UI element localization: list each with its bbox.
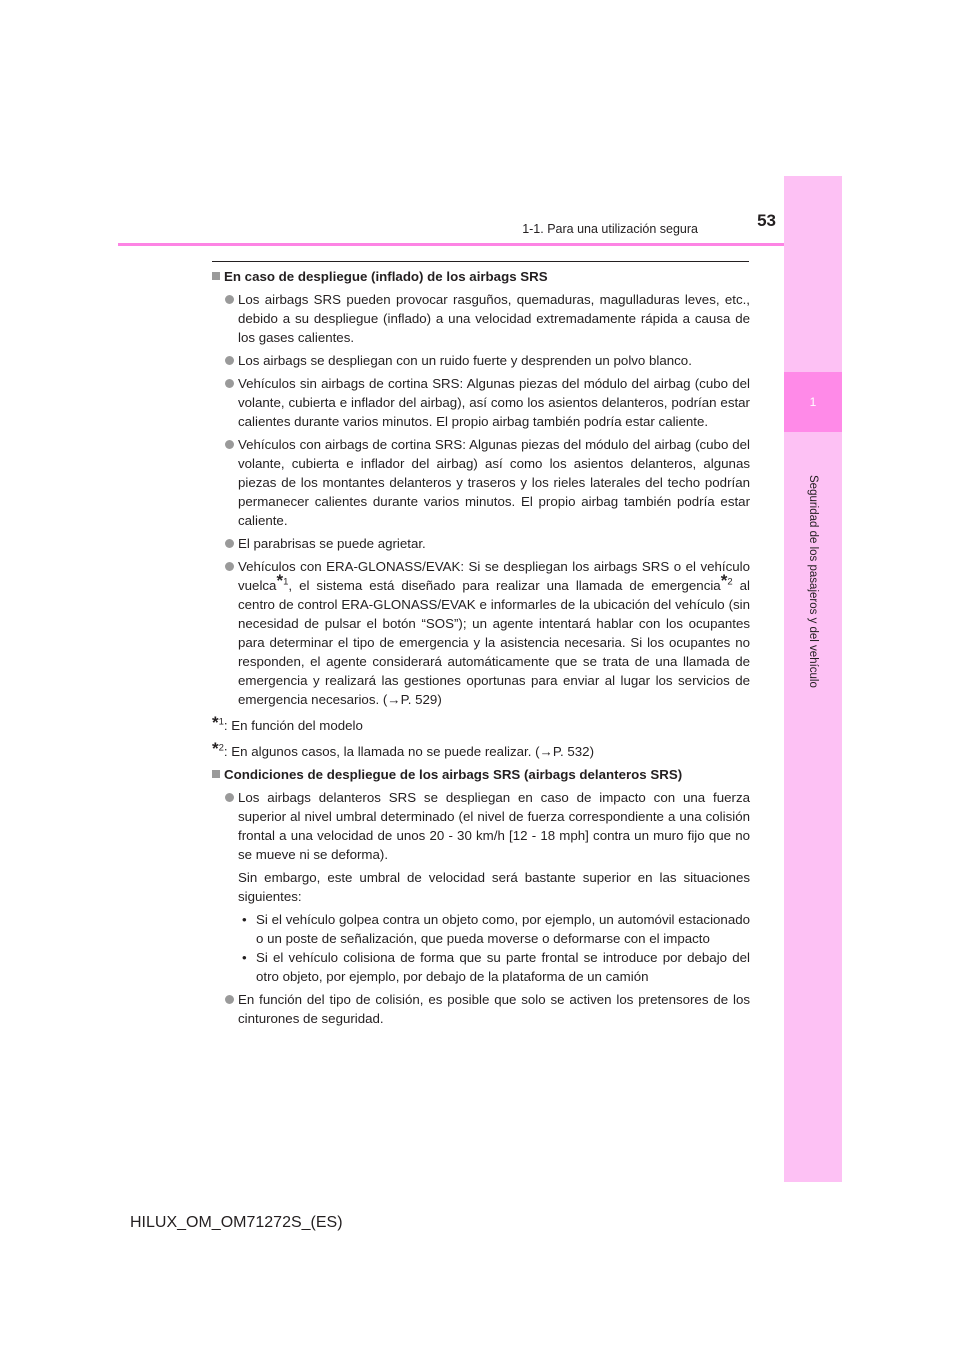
section-heading bbox=[212, 765, 750, 784]
footnote-number: 2 bbox=[218, 742, 224, 754]
side-tab-chapter-number bbox=[784, 372, 842, 432]
footnote-star: * bbox=[276, 571, 284, 590]
footnote bbox=[212, 739, 750, 761]
small-bullet-icon: • bbox=[242, 950, 247, 965]
circle-bullet-icon bbox=[225, 440, 234, 449]
list-item-text: , el sistema está diseñado para realizar una llamada de emergencia bbox=[288, 578, 721, 593]
footnote-star: * bbox=[212, 713, 219, 732]
list-item bbox=[212, 374, 750, 431]
list-item bbox=[212, 435, 750, 530]
heading-text: Condiciones de despliegue de los airbags SRS (airbags delanteros SRS) bbox=[224, 767, 683, 782]
page-content bbox=[212, 267, 750, 1032]
circle-bullet-icon bbox=[225, 295, 234, 304]
side-tab-number: 1 bbox=[809, 395, 817, 409]
content-rule bbox=[212, 261, 749, 262]
footnote-text: : En algunos casos, la llamada no se puede realizar. (→P. 532) bbox=[223, 744, 594, 759]
sub-list-item bbox=[212, 910, 750, 948]
list-item-text: al centro de control ERA-GLONASS/EVAK e informarles de la ubicación del vehículo (sin necesidad de pulsar el botón “SOS”); un agente intentará hablar con los ocupantes para determinar el tipo de emergencia y la asistencia necesaria. Si los ocupantes no responden, el agente considerará automáticamente que se trata de una llamada de emergencia y realizará las gestiones oportunas para enviar al lugar los servicios de emergencia necesarios. (→P. 529) bbox=[238, 578, 751, 707]
footnote-text: : En función del modelo bbox=[223, 718, 363, 733]
section-heading bbox=[212, 267, 750, 286]
list-item-text: Los airbags se despliegan con un ruido fuerte y desprenden un polvo blanco. bbox=[238, 353, 692, 368]
footnote-star: * bbox=[720, 571, 728, 590]
document-code: HILUX_OM_OM71272S_(ES) bbox=[130, 1214, 343, 1231]
list-item bbox=[212, 351, 750, 370]
sub-list-item-text: Si el vehículo golpea contra un objeto como, por ejemplo, un automóvil estacionado o un poste de señalización, que pueda moverse o deformarse con el impacto bbox=[256, 912, 750, 946]
square-bullet-icon bbox=[212, 272, 220, 280]
footnote-star: * bbox=[212, 739, 219, 758]
section-header: 1-1. Para una utilización segura bbox=[522, 222, 698, 236]
square-bullet-icon bbox=[212, 770, 220, 778]
list-item bbox=[212, 788, 750, 864]
circle-bullet-icon bbox=[225, 356, 234, 365]
list-item-text: El parabrisas se puede agrietar. bbox=[238, 536, 426, 551]
sub-list-item bbox=[212, 948, 750, 986]
list-item-text: En función del tipo de colisión, es posible que solo se activen los pretensores de los cinturones de seguridad. bbox=[238, 992, 750, 1026]
list-item-text: Vehículos sin airbags de cortina SRS: Algunas piezas del módulo del airbag (cubo del volante, cubierta e inflador del airbag), así como los asientos delanteros, podrían estar calientes durante varios minutos. El propio airbag también podría estar caliente. bbox=[238, 376, 750, 429]
paragraph: Sin embargo, este umbral de velocidad será bastante superior en las situaciones siguientes: bbox=[238, 870, 750, 904]
list-item-text: Vehículos con ERA-GLONASS/EVAK: Si se despliegan los airbags SRS o el vehículo vuelca bbox=[238, 559, 750, 593]
list-item bbox=[212, 534, 750, 553]
circle-bullet-icon bbox=[225, 995, 234, 1004]
footnote bbox=[212, 713, 750, 735]
list-item bbox=[212, 557, 750, 709]
header-rule bbox=[118, 243, 784, 246]
footnote-ref-2: 2 bbox=[727, 576, 733, 588]
small-bullet-icon: • bbox=[242, 912, 247, 927]
list-item-text: Los airbags SRS pueden provocar rasguños, quemaduras, magulladuras leves, etc., debido a su despliegue (inflado) a una velocidad extremadamente rápida a causa de los gases calientes. bbox=[238, 292, 750, 345]
circle-bullet-icon bbox=[225, 379, 234, 388]
list-item-text: Los airbags delanteros SRS se despliegan en caso de impacto con una fuerza superior al nivel umbral determinado (el nivel de fuerza correspondiente a una colisión frontal a una velocidad de unos 20 - 30 km/h [12 - 18 mph] contra un muro fijo que no se mueve ni se deforma). bbox=[238, 790, 750, 862]
circle-bullet-icon bbox=[225, 793, 234, 802]
footnote-number: 1 bbox=[218, 716, 224, 728]
page-number: 53 bbox=[757, 211, 776, 230]
circle-bullet-icon bbox=[225, 562, 234, 571]
list-item bbox=[212, 990, 750, 1028]
sub-list-item-text: Si el vehículo colisiona de forma que su parte frontal se introduce por debajo del otro objeto, por ejemplo, por debajo de la plataforma de un camión bbox=[256, 950, 750, 984]
list-item bbox=[212, 290, 750, 347]
heading-text: En caso de despliegue (inflado) de los airbags SRS bbox=[224, 269, 548, 284]
circle-bullet-icon bbox=[225, 539, 234, 548]
side-tab-title: Seguridad de los pasajeros y del vehículo bbox=[807, 475, 819, 688]
list-item-text: Vehículos con airbags de cortina SRS: Algunas piezas del módulo del airbag (cubo del volante, cubierta e inflador del airbag) así como los asientos delanteros, algunas piezas de los montantes delanteros y traseros y los rieles laterales del techo podrían permanecer calientes durante varios minutos. El propio airbag también podría estar caliente. bbox=[238, 437, 750, 528]
footnote-ref-1: 1 bbox=[283, 576, 289, 588]
